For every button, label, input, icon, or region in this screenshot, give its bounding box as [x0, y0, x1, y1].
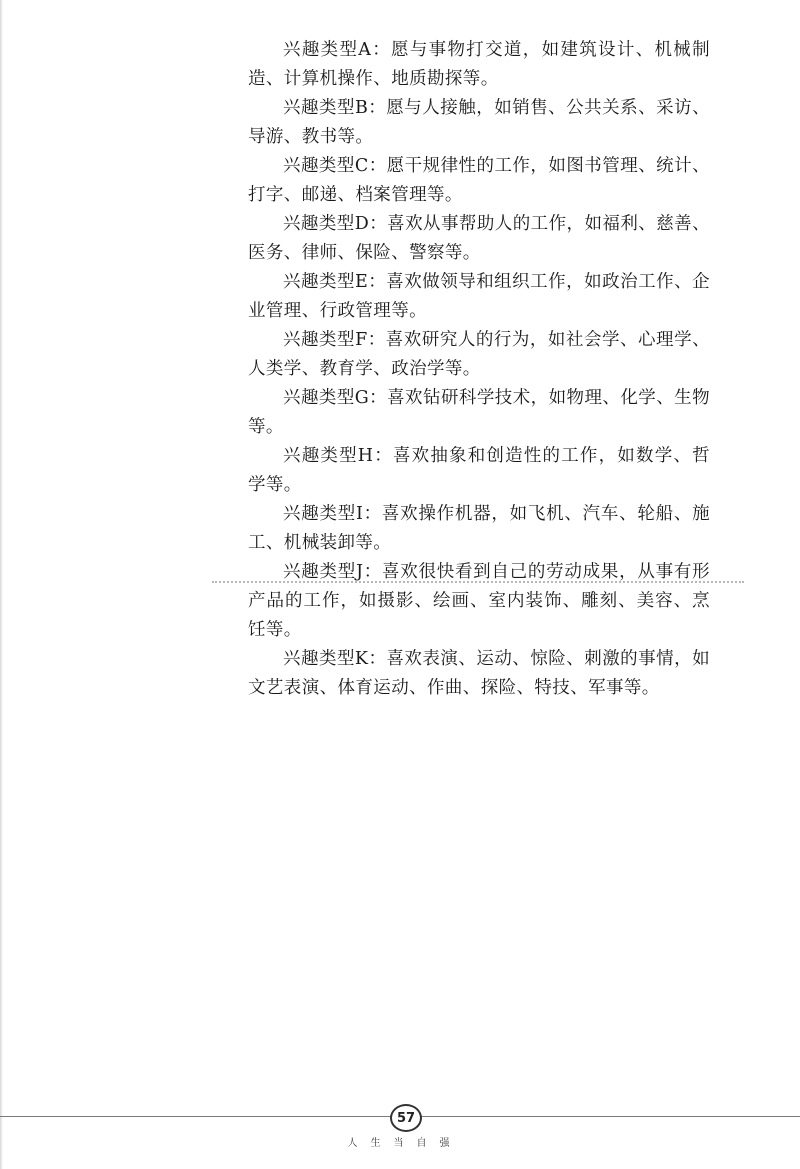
paragraph-type-i: 兴趣类型I：喜欢操作机器，如飞机、汽车、轮船、施工、机械装卸等。	[248, 504, 710, 553]
paragraph-type-b: 兴趣类型B：愿与人接触，如销售、公共关系、采访、导游、教书等。	[248, 98, 710, 147]
paragraph-type-g: 兴趣类型G：喜欢钻研科学技术，如物理、化学、生物等。	[248, 388, 710, 437]
paragraph-type-k: 兴趣类型K：喜欢表演、运动、惊险、刺激的事情，如文艺表演、体育运动、作曲、探险、特技、军事等。	[248, 649, 710, 698]
page-edge-shadow	[0, 0, 3, 1169]
running-footer-title: 人生当自强	[347, 1138, 463, 1149]
interest-types-text	[248, 36, 710, 703]
paragraph-type-c: 兴趣类型C：愿干规律性的工作，如图书管理、统计、打字、邮递、档案管理等。	[248, 156, 710, 205]
paragraph-type-f: 兴趣类型F：喜欢研究人的行为，如社会学、心理学、人类学、教育学、政治学等。	[248, 330, 710, 379]
paragraph-type-e: 兴趣类型E：喜欢做领导和组织工作，如政治工作、企业管理、行政管理等。	[248, 272, 710, 321]
paragraph-type-a: 兴趣类型A：愿与事物打交道，如建筑设计、机械制造、计算机操作、地质勘探等。	[248, 40, 710, 89]
paragraph-type-j: 兴趣类型J：喜欢很快看到自己的劳动成果，从事有形产品的工作，如摄影、绘画、室内装饰、雕刻、美容、烹饪等。	[248, 562, 710, 640]
section-divider	[212, 581, 744, 583]
paragraph-type-h: 兴趣类型H：喜欢抽象和创造性的工作，如数学、哲学等。	[248, 446, 710, 495]
paragraph-type-d: 兴趣类型D：喜欢从事帮助人的工作，如福利、慈善、医务、律师、保险、警察等。	[248, 214, 710, 263]
page-number: 57	[390, 1104, 422, 1132]
